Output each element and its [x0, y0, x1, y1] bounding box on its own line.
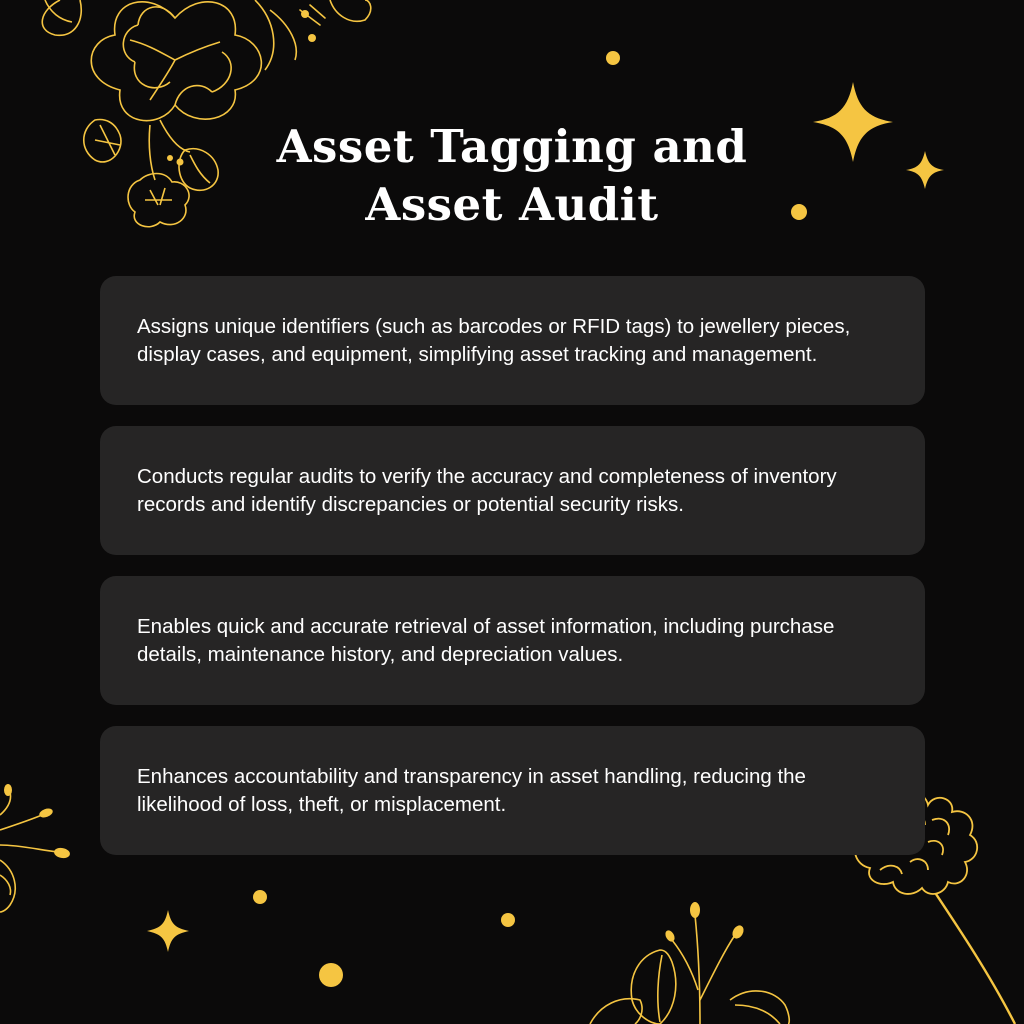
bottom-center-leaf-illustration: [590, 915, 789, 1024]
info-card-text: Assigns unique identifiers (such as barcodes or RFID tags) to jewellery pieces, display cases, and equipment, simplifying asset tracking and management.: [137, 314, 851, 366]
info-card-regular-audits: [100, 426, 925, 555]
dot-icon: [501, 913, 515, 927]
bottom-center-buds: [664, 902, 746, 943]
sparkle-star-icon: [147, 910, 189, 952]
info-card-text: Enables quick and accurate retrieval of asset information, including purchase details, maintenance history, and depreciation values.: [137, 614, 835, 666]
bottom-left-sprig-buds: [4, 784, 71, 859]
page-title: [0, 118, 1024, 234]
info-card-asset-tagging: [100, 276, 925, 405]
info-card-retrieval: [100, 576, 925, 705]
dot-icon: [606, 51, 620, 65]
info-card-text: Enhances accountability and transparency in asset handling, reducing the likelihood of loss, theft, or misplacement.: [137, 764, 806, 816]
info-card-text: Conducts regular audits to verify the accuracy and completeness of inventory records and identify discrepancies or potential security risks.: [137, 464, 837, 516]
title-line-1: Asset Tagging and: [276, 120, 748, 173]
bottom-left-sprig-illustration: [0, 792, 58, 912]
dot-icon: [319, 963, 343, 987]
title-line-2: Asset Audit: [365, 178, 659, 231]
dot-icon: [253, 890, 267, 904]
info-card-accountability: [100, 726, 925, 855]
